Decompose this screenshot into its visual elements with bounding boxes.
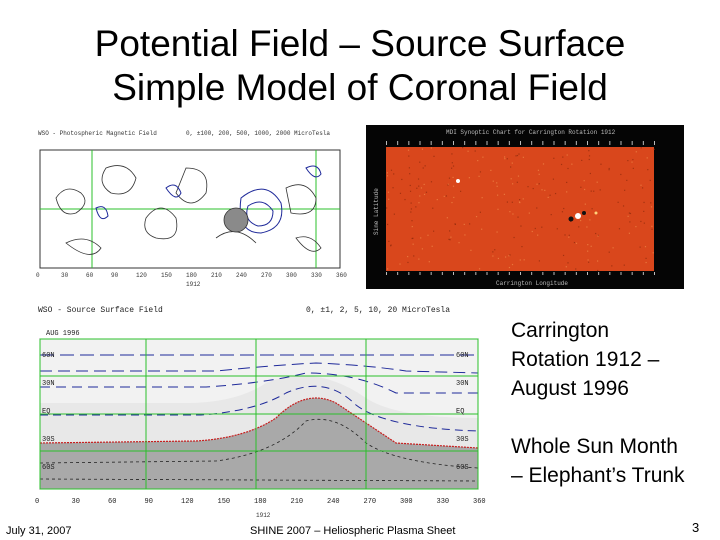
source-lat-label-right: 30N xyxy=(456,380,469,388)
photospheric-x-tick: 360 xyxy=(336,272,347,279)
carrington-note-line-1: Carrington xyxy=(511,319,610,342)
photospheric-x-tick: 60 xyxy=(86,272,94,279)
source-lat-label: 60N xyxy=(42,352,55,360)
photospheric-x-tick: 210 xyxy=(211,272,222,279)
source-lat-label-right: EQ xyxy=(456,408,465,416)
footer-date: July 31, 2007 xyxy=(6,525,72,537)
carrington-note-line-3: August 1996 xyxy=(511,377,629,400)
sunspot-black-2 xyxy=(582,211,586,215)
carrington-note-line-2: Rotation 1912 – xyxy=(511,348,660,371)
whole-sun-month-note xyxy=(511,432,685,490)
source-x-tick: 90 xyxy=(144,498,153,506)
sunspot-black-1 xyxy=(569,217,574,222)
photospheric-x-tick: 150 xyxy=(161,272,172,279)
source-date-label: AUG 1996 xyxy=(46,330,80,338)
wsm-note-line-1: Whole Sun Month xyxy=(511,435,678,458)
source-x-tick: 0 xyxy=(35,498,40,506)
photospheric-x-ticks xyxy=(36,272,347,279)
photospheric-field-plot xyxy=(36,128,350,290)
source-x-tick: 240 xyxy=(327,498,340,506)
title-line-2: Simple Model of Coronal Field xyxy=(112,67,608,108)
mdi-synoptic-plot xyxy=(366,125,684,289)
source-x-tick: 270 xyxy=(363,498,377,506)
photospheric-field-map xyxy=(36,128,350,290)
photospheric-header-right: 0, ±100, 200, 500, 1000, 2000 MicroTesla xyxy=(186,130,331,137)
wsm-note-line-2: – Elephant’s Trunk xyxy=(511,464,685,487)
source-header-left: WSO - Source Surface Field xyxy=(38,306,163,315)
photospheric-footer-label: 1912 xyxy=(186,281,201,288)
source-lat-label: 30S xyxy=(42,436,55,444)
footer-center: SHINE 2007 – Heliospheric Plasma Sheet xyxy=(250,525,456,537)
source-lat-label: 60S xyxy=(42,464,55,472)
photospheric-x-tick: 330 xyxy=(311,272,322,279)
source-footer-label: 1912 xyxy=(256,512,271,519)
slide-title xyxy=(0,22,720,110)
photospheric-x-tick: 270 xyxy=(261,272,272,279)
mdi-ylabel: Sine Latitude xyxy=(373,188,380,235)
photospheric-x-tick: 120 xyxy=(136,272,147,279)
source-lat-label-right: 60S xyxy=(456,464,469,472)
source-lat-label: EQ xyxy=(42,408,51,416)
mdi-field-area xyxy=(386,147,654,271)
carrington-note xyxy=(511,316,659,403)
photospheric-header-left: WSO - Photospheric Magnetic Field xyxy=(38,130,157,137)
mdi-header: MDI Synoptic Chart for Carrington Rotation 1912 xyxy=(446,129,616,136)
source-lat-label: 30N xyxy=(42,380,55,388)
source-x-tick: 120 xyxy=(181,498,194,506)
source-header-right: 0, ±1, 2, 5, 10, 20 MicroTesla xyxy=(306,306,451,315)
photospheric-x-tick: 300 xyxy=(286,272,297,279)
source-x-tick: 330 xyxy=(436,498,450,506)
source-x-tick: 30 xyxy=(71,498,80,506)
source-x-tick: 150 xyxy=(217,498,231,506)
source-x-tick: 300 xyxy=(400,498,413,506)
photospheric-x-tick: 30 xyxy=(61,272,69,279)
photospheric-x-tick: 0 xyxy=(36,272,40,279)
photospheric-x-tick: 240 xyxy=(236,272,247,279)
source-x-ticks xyxy=(35,498,486,506)
source-lat-label-right: 60N xyxy=(456,352,469,360)
source-surface-field-map xyxy=(36,303,488,521)
source-x-tick: 210 xyxy=(290,498,304,506)
source-lat-label-right: 30S xyxy=(456,436,469,444)
title-line-1: Potential Field – Source Surface xyxy=(94,23,626,64)
sunspot-white-2 xyxy=(575,213,581,219)
source-surface-plot xyxy=(36,303,488,521)
mdi-xlabel: Carrington Longitude xyxy=(496,280,569,287)
page-number: 3 xyxy=(692,520,700,535)
sunspot-white-1 xyxy=(456,179,460,183)
source-x-tick: 360 xyxy=(473,498,486,506)
source-x-tick: 180 xyxy=(254,498,267,506)
photospheric-x-tick: 180 xyxy=(186,272,197,279)
sunspot-yellow xyxy=(595,212,598,215)
active-region-blob xyxy=(224,208,248,232)
source-x-tick: 60 xyxy=(108,498,117,506)
mdi-synoptic-chart xyxy=(366,125,684,289)
photospheric-x-tick: 90 xyxy=(111,272,119,279)
